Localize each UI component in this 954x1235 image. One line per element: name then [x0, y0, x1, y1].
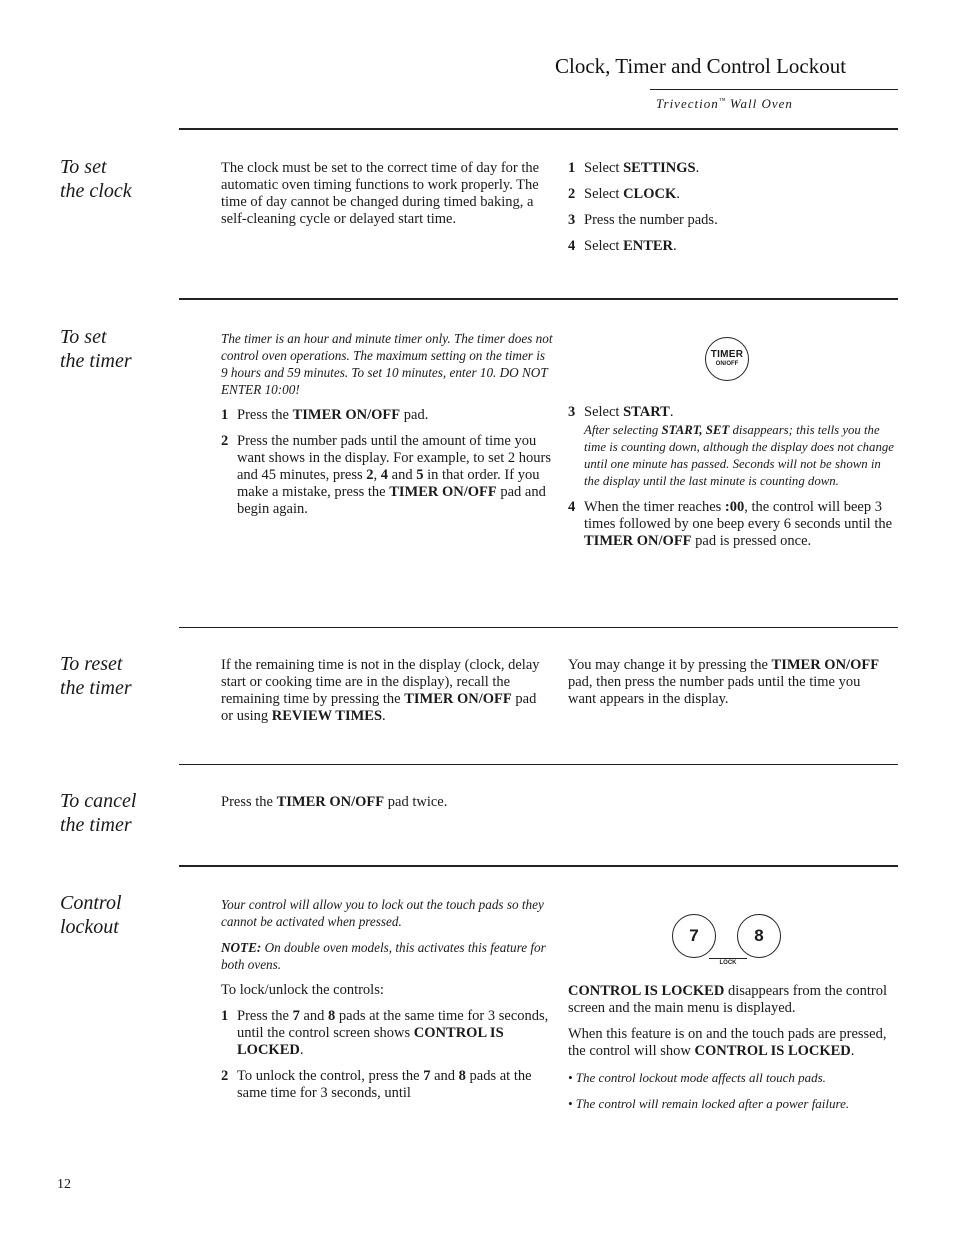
- cancel-text: Press the TIMER ON/OFF pad twice.: [221, 794, 448, 810]
- section-divider: [179, 627, 898, 628]
- page-subtitle: Trivection™ Wall Oven: [656, 96, 793, 111]
- title-rule: [650, 89, 898, 90]
- lockout-left-column: [221, 896, 551, 1111]
- section-heading-cancel-timer: To cancel the timer: [60, 790, 137, 836]
- key-7-pad-icon: 7: [672, 914, 716, 958]
- lockout-intro: Your control will allow you to lock out the touch pads so they cannot be activated when pressed.: [221, 897, 544, 929]
- lockout-right-p2: When this feature is on and the touch pads are pressed, the control will show CONTROL IS LOCKED.: [568, 1026, 887, 1059]
- clock-steps: [568, 160, 898, 264]
- timer-on-off-pad-icon: TIMER ON/OFF: [705, 337, 749, 381]
- clock-step-2: 2 Select CLOCK.: [568, 186, 680, 202]
- section-divider: [179, 298, 898, 300]
- clock-step-3: 3 Press the number pads.: [568, 212, 718, 228]
- lockout-right-column: [568, 983, 890, 1121]
- timer-step-1: 1 Press the TIMER ON/OFF pad.: [221, 407, 429, 423]
- lock-label-rule: [709, 958, 747, 959]
- timer-right-column: [568, 404, 898, 559]
- page-title: Clock, Timer and Control Lockout: [555, 54, 847, 78]
- clock-intro: The clock must be set to the correct time of day for the automatic oven timing functions to work properly. The time of day cannot be changed during timed baking, a self-cleaning cycle or delayed start time.: [221, 160, 540, 227]
- timer-left-column: [221, 330, 553, 527]
- section-divider: [179, 128, 898, 130]
- lockout-bullet: • The control lockout mode affects all touch pads.: [568, 1070, 826, 1085]
- lockout-lead: To lock/unlock the controls:: [221, 982, 384, 998]
- section-heading-reset-timer: To reset the timer: [60, 653, 132, 699]
- section-divider: [179, 764, 898, 765]
- timer-intro: The timer is an hour and minute timer only. The timer does not control oven operations. The maximum setting on the timer is 9 hours and 59 minutes. To set 10 minutes, enter 10. DO NOT ENTER 10:00!: [221, 331, 553, 397]
- lockout-bullet: • The control will remain locked after a power failure.: [568, 1096, 850, 1111]
- section-divider: [179, 865, 898, 867]
- clock-step-1: 1 Select SETTINGS.: [568, 160, 700, 176]
- section-heading-control-lockout: Control lockout: [60, 892, 122, 938]
- lockout-right-p1: CONTROL IS LOCKED disappears from the control screen and the main menu is displayed.: [568, 983, 887, 1016]
- key-8-pad-icon: 8: [737, 914, 781, 958]
- timer-step-3-note: After selecting START, SET disappears; this tells you the time is counting down, although the display does not change until one minute has passed. Seconds will not be shown in the display until the last minute is counting down.: [584, 423, 894, 488]
- lockout-step-2: 2 To unlock the control, press the 7 and 8 pads at the same time for 3 seconds, until: [221, 1068, 532, 1101]
- reset-left-text: If the remaining time is not in the display (clock, delay start or cooking time are in the display), recall the remaining time by pressing the TIMER ON/OFF pad or using REVIEW TIMES.: [221, 657, 540, 724]
- timer-step-4: 4 When the timer reaches :00, the control will beep 3 times followed by one beep every 6 seconds until the TIMER ON/OFF pad is pressed once.: [568, 499, 893, 549]
- clock-step-4: 4 Select ENTER.: [568, 238, 677, 254]
- section-heading-set-timer: To set the timer: [60, 326, 132, 372]
- lock-label: LOCK: [719, 960, 737, 966]
- lockout-step-1: 1 Press the 7 and 8 pads at the same time for 3 seconds, until the control screen shows CONTROL IS LOCKED.: [221, 1008, 549, 1058]
- reset-right-text: You may change it by pressing the TIMER ON/OFF pad, then press the number pads until the time you want appears in the display.: [568, 657, 880, 707]
- timer-step-2: 2 Press the number pads until the amount of time you want shows in the display. For example, to set 2 hours and 45 minutes, press 2, 4 and 5 in that order. If you make a mistake, press the TIMER ON/OFF pad and begin again.: [221, 433, 551, 517]
- page-number: 12: [57, 1177, 71, 1192]
- lockout-note: NOTE: On double oven models, this activates this feature for both ovens.: [221, 940, 546, 972]
- section-heading-set-clock: To set the clock: [60, 156, 132, 202]
- timer-step-3: 3 Select START. After selecting START, SET disappears; this tells you the time is counting down, although the display does not change until one minute has passed. Seconds will not be shown in the display until the last minute is counting down.: [568, 404, 898, 490]
